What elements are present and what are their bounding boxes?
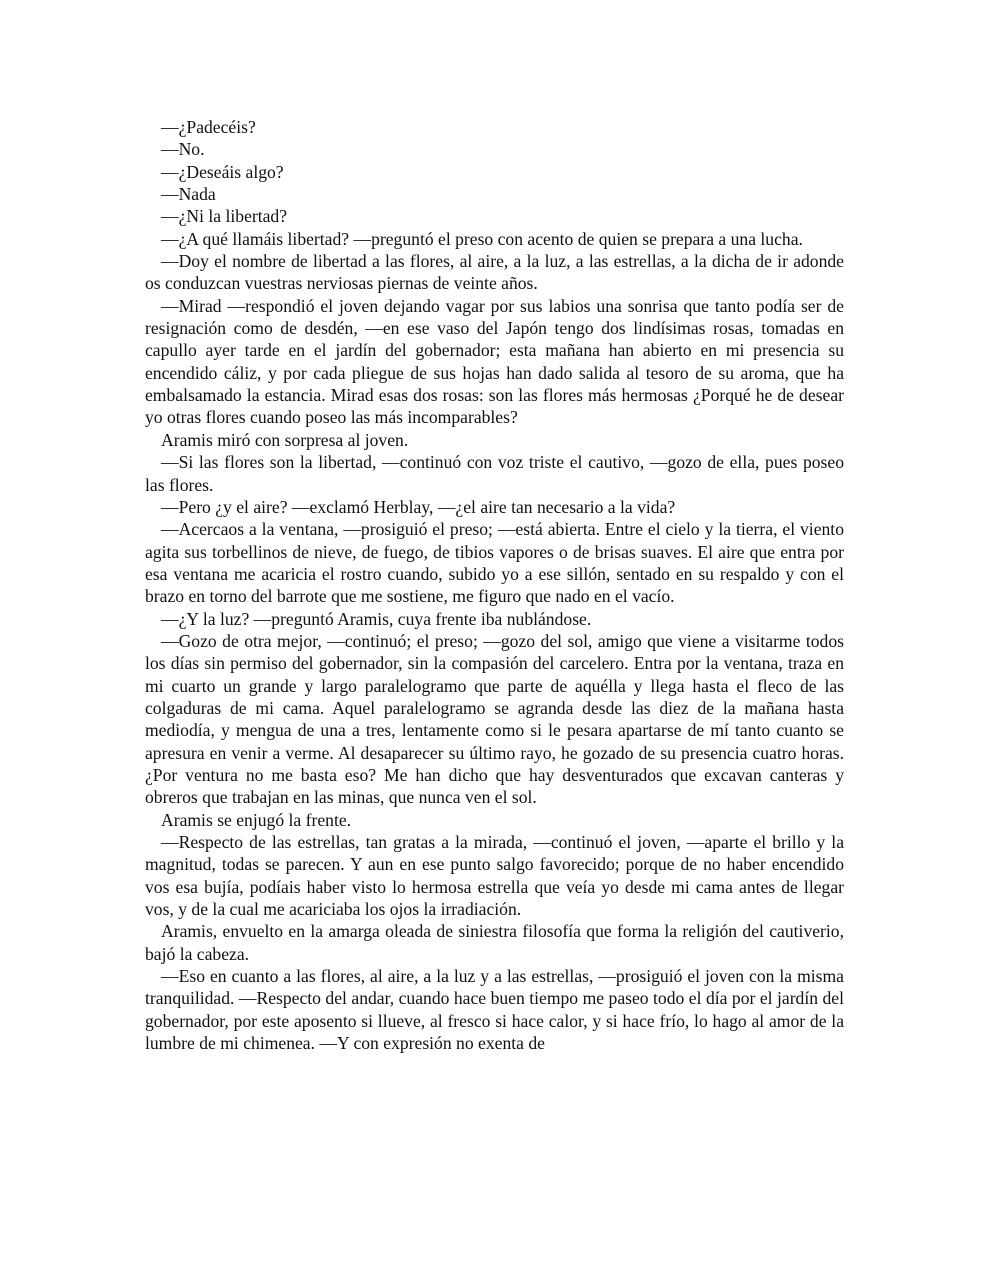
paragraph: —Doy el nombre de libertad a las flores, al aire, a la luz, a las estrellas, a la dicha de ir adonde os conduzcan vuestras nerviosas piernas de veinte años. [145, 251, 844, 294]
paragraph: —¿A qué llamáis libertad? —preguntó el preso con acento de quien se prepara a una lucha. [161, 228, 803, 249]
paragraph: —¿Ni la libertad? [161, 206, 288, 227]
paragraph: —Respecto de las estrellas, tan gratas a la mirada, —continuó el joven, —aparte el brillo y la magnitud, todas se parecen. Y aun en ese punto salgo favorecido; porque de no haber encendido vos esa bujía, podíais haber visto lo hermosa estrella que veía yo desde mi cama antes de llegar vos, y de la cual me acariciaba los ojos la irradiación. [145, 832, 844, 920]
paragraph: —Gozo de otra mejor, —continuó; el preso; —gozo del sol, amigo que viene a visitarme todos los días sin permiso del gobernador, sin la compasión del carcelero. Entra por la ventana, traza en mi cuarto un grande y largo paralelogramo que parte de aquélla y llega hasta el fleco de las colgaduras de mi cama. Aquel paralelogramo se agranda desde las diez de la mañana hasta mediodía, y mengua de una a tres, lentamente como si le pesara apartarse de mí tanto cuanto se apresura en venir a verme. Al desaparecer su último rayo, he gozado de su presencia cuatro horas. ¿Por ventura no me basta eso? Me han dicho que hay desventurados que excavan canteras y obreros que trabajan en las minas, que nunca ven el sol. [145, 630, 844, 808]
paragraph: —Nada [161, 184, 216, 205]
paragraph: Aramis se enjugó la frente. [161, 809, 352, 830]
paragraph: —¿Y la luz? —preguntó Aramis, cuya frente iba nublándose. [161, 608, 592, 629]
paragraph: Aramis miró con sorpresa al joven. [161, 429, 409, 450]
paragraph: —Eso en cuanto a las flores, al aire, a la luz y a las estrellas, —prosiguió el joven con la misma tranquilidad. —Respecto del andar, cuando hace buen tiempo me paseo todo el día por el jardín del gobernador, por este aposento si llueve, al fresco si hace calor, y si hace frío, lo hago al amor de la lumbre de mi chimenea. —Y con expresión no exenta de [145, 966, 844, 1054]
paragraph: —No. [161, 139, 205, 160]
paragraph: —Si las flores son la libertad, —continuó con voz triste el cautivo, —gozo de ella, pues poseo las flores. [145, 452, 844, 495]
paragraph: —Mirad —respondió el joven dejando vagar por sus labios una sonrisa que tanto podía ser de resignación como de desdén, —en ese vaso del Japón tengo dos lindísimas rosas, tomadas en capullo ayer tarde en el jardín del gobernador; esta mañana han abierto en mi presencia su encendido cáliz, y por cada pliegue de sus hojas han dado salida al tesoro de su aroma, que ha embalsamado la estancia. Mirad esas dos rosas: son las flores más hermosas ¿Porqué he de desear yo otras flores cuando poseo las más incomparables? [145, 295, 844, 428]
document-page [145, 116, 844, 1054]
paragraph: —Pero ¿y el aire? —exclamó Herblay, —¿el aire tan necesario a la vida? [161, 496, 676, 517]
paragraph: —¿Deseáis algo? [161, 161, 284, 182]
paragraph: —Acercaos a la ventana, —prosiguió el preso; —está abierta. Entre el cielo y la tierra, el viento agita sus torbellinos de nieve, de fuego, de tibios vapores o de brisas suaves. El aire que entra por esa ventana me acaricia el rostro cuando, subido yo a ese sillón, sentado en su respaldo y con el brazo en torno del barrote que me sostiene, me figuro que nado en el vacío. [145, 519, 844, 607]
paragraph: Aramis, envuelto en la amarga oleada de siniestra filosofía que forma la religión del cautiverio, bajó la cabeza. [145, 921, 844, 964]
paragraph: —¿Padecéis? [161, 117, 256, 137]
